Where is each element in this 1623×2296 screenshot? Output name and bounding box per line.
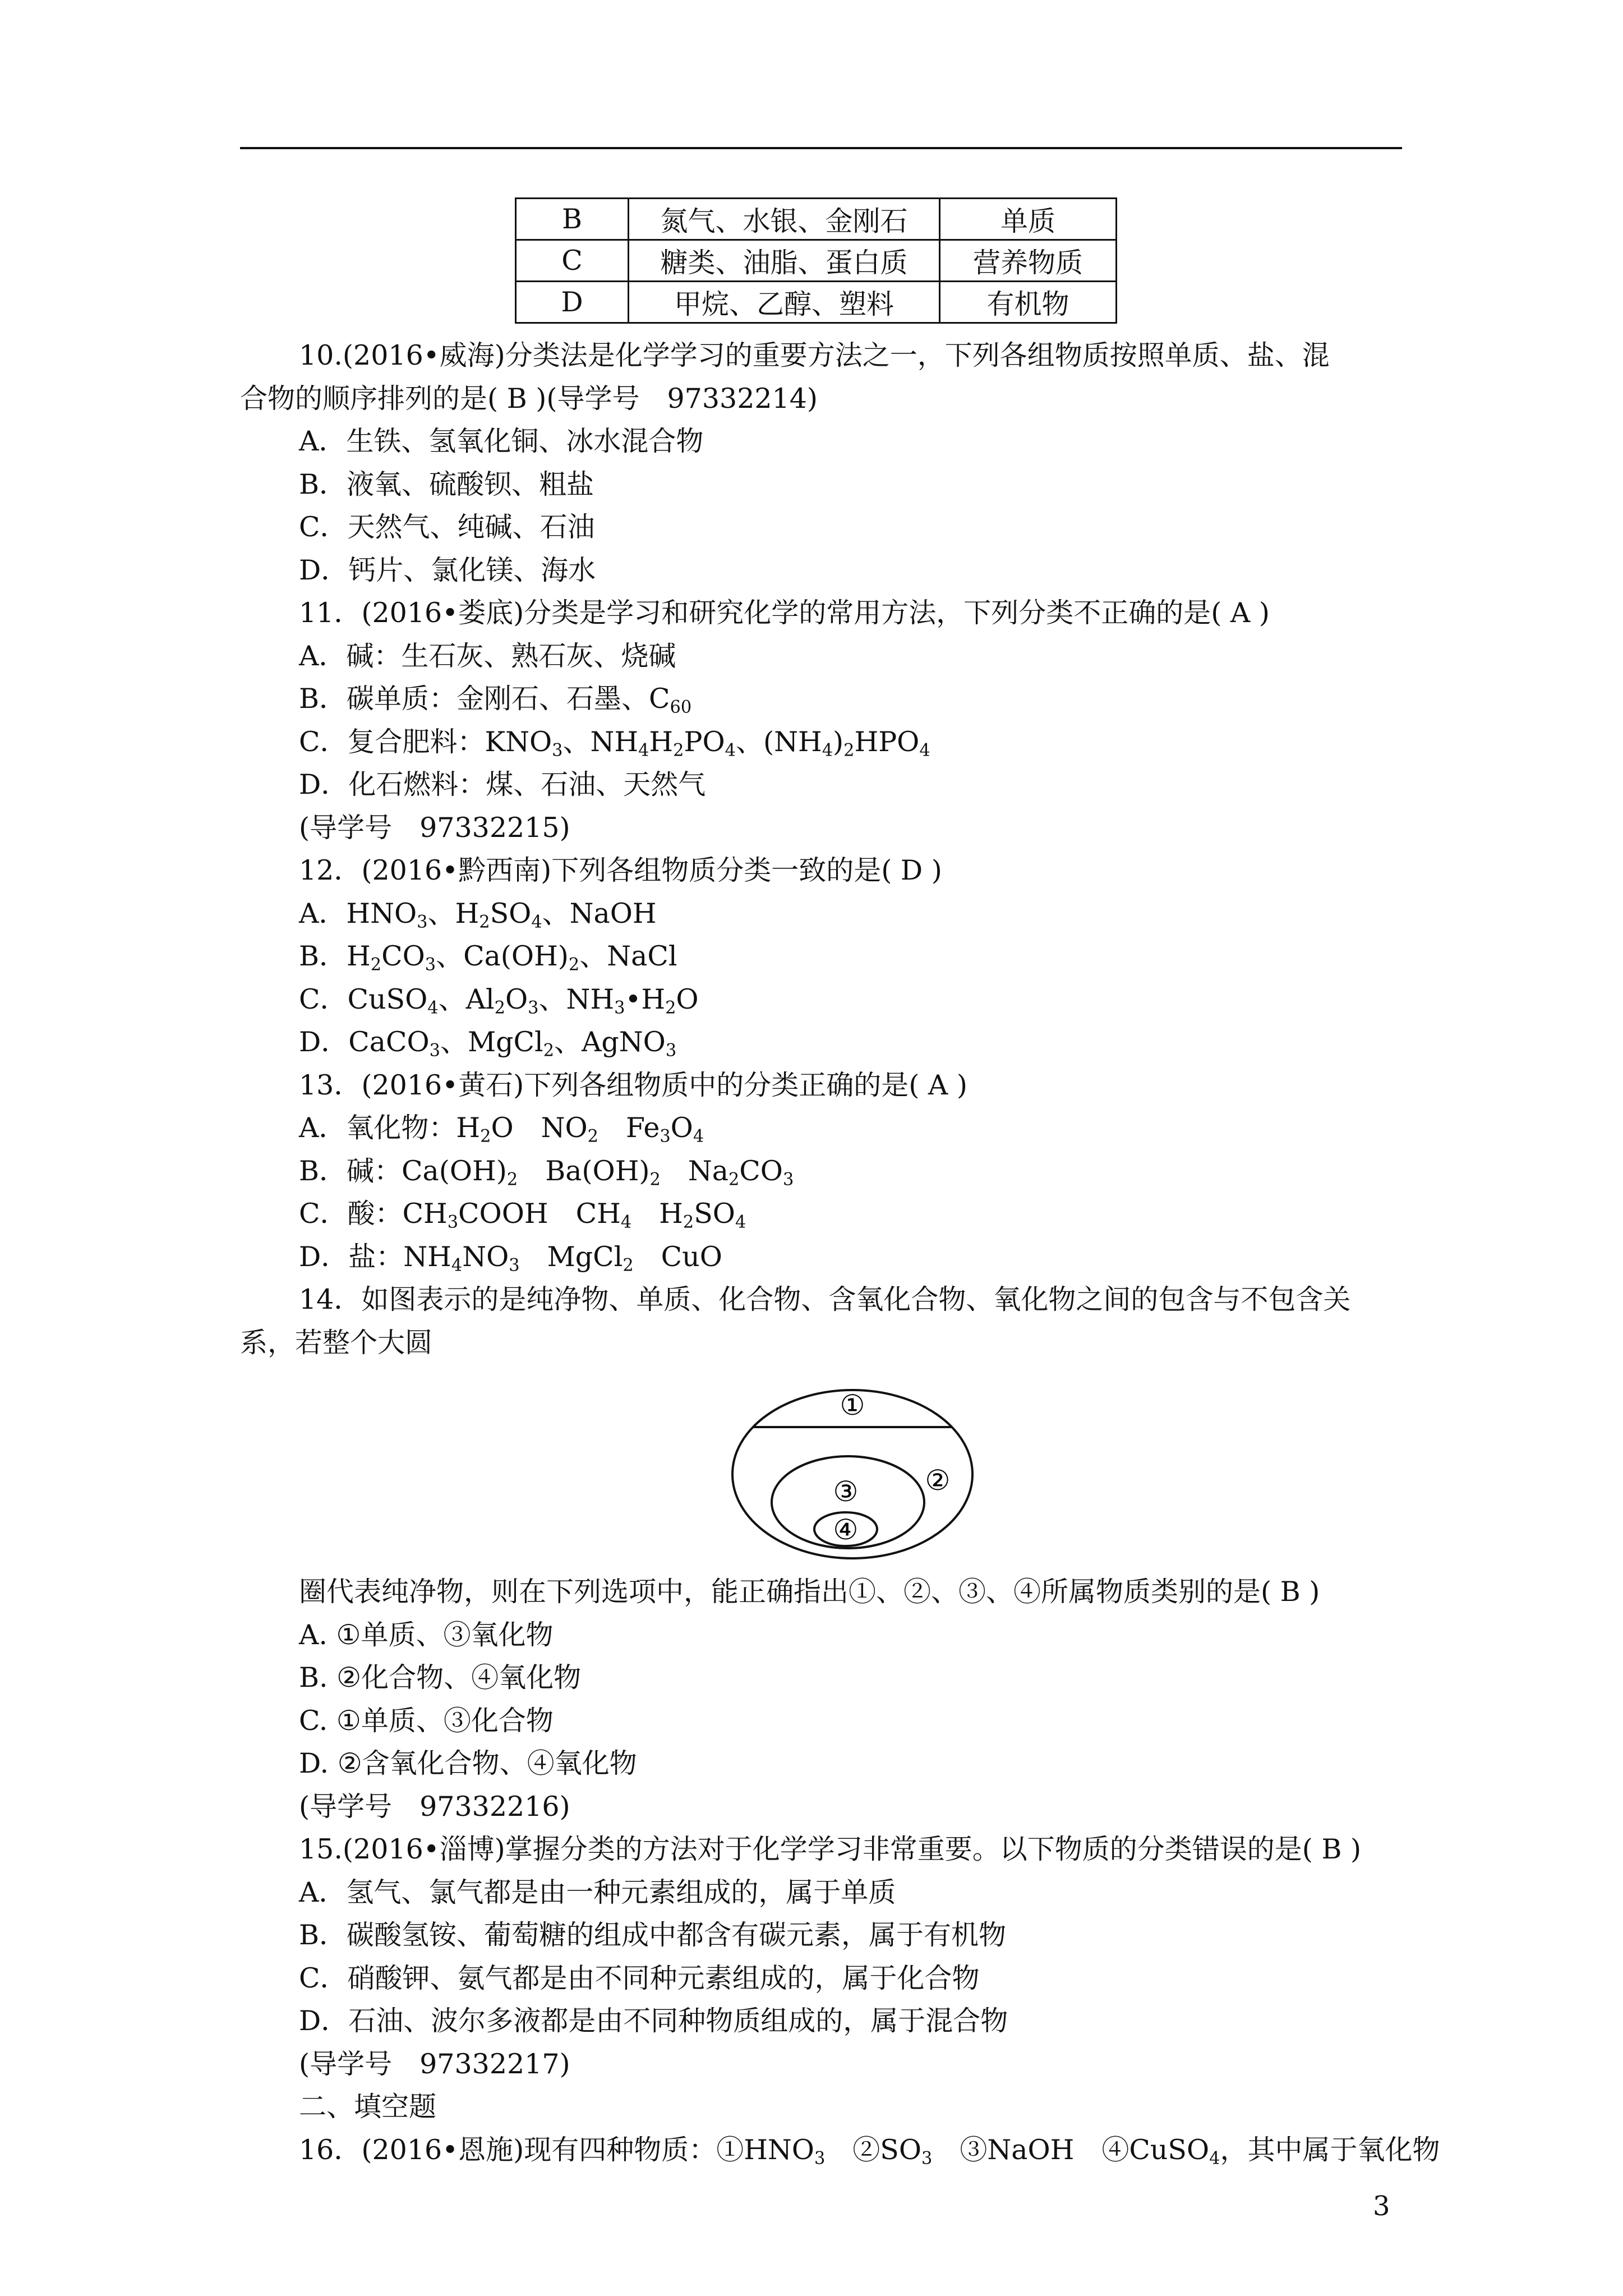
question-14-option-c: C. ①单质、③化合物 [299,1704,554,1737]
question-10-stem: 10.(2016•威海)分类法是化学学习的重要方法之一，下列各组物质按照单质、盐、混 [299,339,1330,371]
question-11-option-a: A．碱：生石灰、熟石灰、烧碱 [299,639,676,672]
table-cell-category: 单质 [940,199,1117,240]
table-cell-items: 氮气、水银、金刚石 [629,199,940,240]
table-row [516,282,1117,323]
table-cell-category: 营养物质 [940,240,1117,282]
table-cell-letter: B [516,199,629,240]
question-15-stem: 15.(2016•淄博)掌握分类的方法对于化学学习非常重要。以下物质的分类错误的是( B ) [299,1833,1362,1865]
header-rule [240,147,1402,149]
question-10-option-b: B．液氧、硫酸钡、粗盐 [299,468,594,500]
question-12-option-b: B．$H_2CO_3$、$Ca(OH)_2$、NaCl [299,940,677,975]
venn-label-4: ④ [833,1513,859,1546]
venn-label-3: ③ [833,1475,859,1508]
question-11-option-c: C．复合肥料：$KNO_3$、$NH_4H_2PO_4$、$(NH_4)_2HPO_4$ [299,725,930,760]
question-15-option-c: C．硝酸钾、氨气都是由不同种元素组成的，属于化合物 [299,1962,980,1994]
table-cell-items: 甲烷、乙醇、塑料 [629,282,940,323]
question-15-option-d: D．石油、波尔多液都是由不同种物质组成的，属于混合物 [299,2005,1008,2037]
question-14-stem-cont2: 圈代表纯净物，则在下列选项中，能正确指出①、②、③、④所属物质类别的是( B ) [299,1576,1320,1608]
question-15-option-b: B．碳酸氢铵、葡萄糖的组成中都含有碳元素，属于有机物 [299,1919,1007,1951]
table-cell-category: 有机物 [940,282,1117,323]
venn-label-1: ① [840,1389,865,1421]
question-11-stem: 11．(2016•娄底)分类是学习和研究化学的常用方法，下列分类不正确的是( A ) [299,597,1270,629]
question-11-ref: (导学号 97332215) [299,811,570,844]
question-14-option-b: B. ②化合物、④氧化物 [299,1662,582,1694]
question-14-stem-cont: 系，若整个大圆 [240,1326,433,1359]
table-row [516,240,1117,282]
table-row [516,199,1117,240]
document-body [240,334,1440,2171]
venn-diagram-svg [729,1364,976,1566]
table-cell-letter: D [516,282,629,323]
question-12-stem: 12．(2016•黔西南)下列各组物质分类一致的是( D ) [299,854,942,886]
question-11-option-d: D．化石燃料：煤、石油、天然气 [299,769,706,800]
classification-table [515,197,1117,324]
question-10-option-c: C．天然气、纯碱、石油 [299,511,595,543]
question-12-option-a: A．$HNO_3$、$H_2SO_4$、NaOH [299,897,657,932]
question-11-option-b: B．碳单质：金刚石、石墨、$C_{60}$ [299,683,692,717]
venn-label-2: ② [925,1464,951,1497]
section-heading: 二、填空题 [299,2091,437,2123]
question-14-ref: (导学号 97332216) [299,1790,570,1823]
question-13-option-a: A．氧化物：$H_2O$ $NO_2$ $Fe_3O_4$ [299,1112,704,1147]
question-10-option-a: A．生铁、氢氧化铜、冰水混合物 [299,425,704,457]
table-cell-items: 糖类、油脂、蛋白质 [629,240,940,282]
page-number: 3 [1373,2191,1390,2222]
question-12-option-c: C．CuSO$_4$、$Al_2O_3$、$NH_3•H_2O$ [299,983,699,1018]
question-15-option-a: A．氢气、氯气都是由一种元素组成的，属于单质 [299,1876,896,1908]
question-13-option-b: B．碱：$Ca(OH)_2$ $Ba(OH)_2$ $Na_2CO_3$ [299,1154,794,1189]
question-13-option-c: C．酸：$CH_3COOH$ $CH_4$ $H_2SO_4$ [299,1198,746,1232]
question-16-stem: 16．(2016•恩施)现有四种物质：$①HNO_3$ $②SO_3$ ③NaOH ④CuSO$_4$，其中属于氧化物 [299,2133,1440,2168]
question-12-option-d: D．CaCO$_3$、MgCl$_2$、AgNO$_3$ [299,1026,677,1061]
question-13-option-d: D．盐：$NH_4NO_3$ MgCl$_2$ CuO [299,1240,722,1275]
question-13-stem: 13．(2016•黄石)下列各组物质中的分类正确的是( A ) [299,1069,967,1101]
question-14-option-d: D. ②含氧化合物、④氧化物 [299,1747,637,1779]
question-14-option-a: A. ①单质、③氧化物 [299,1618,554,1651]
venn-diagram [240,1364,1407,1571]
question-10-stem-cont: 合物的顺序排列的是( B )(导学号 97332214) [240,382,818,415]
question-15-ref: (导学号 97332217) [299,2047,570,2080]
table-cell-letter: C [516,240,629,282]
question-14-stem: 14．如图表示的是纯净物、单质、化合物、含氧化合物、氧化物之间的包含与不包含关 [299,1283,1351,1315]
question-10-option-d: D．钙片、氯化镁、海水 [299,554,596,586]
